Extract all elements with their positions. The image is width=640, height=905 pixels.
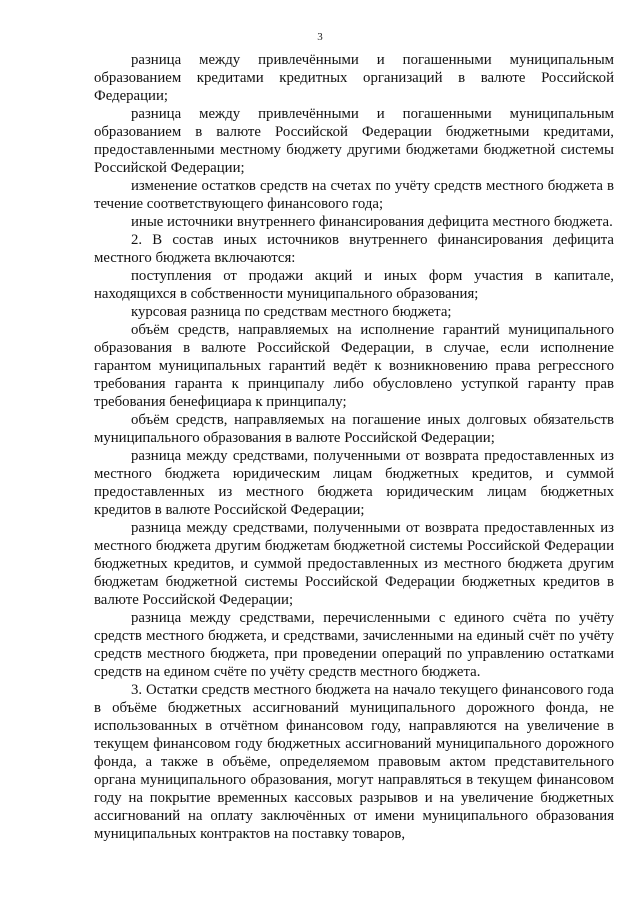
paragraph-budget-credits-difference: разница между привлечёнными и погашенными муниципальным образованием в валюте Российской Федерации бюджетными кредитами, предоставленными местному бюджету другими бюджетами бюджетной системы Российской Федерации; [94, 106, 614, 176]
paragraph-guarantees-execution: объём средств, направляемых на исполнение гарантий муниципального образования в валюте Российской Федерации, в случае, если исполнение гарантом муниципальных гарантий ведёт к возникновению права регрессного требования гаранта к принципалу либо обусловлено уступкой гаранту прав требования бенефициара к принципалу; [94, 322, 614, 410]
paragraph-section-2-heading: 2. В состав иных источников внутреннего финансирования дефицита местного бюджета включаются: [94, 232, 614, 266]
paragraph-exchange-difference: курсовая разница по средствам местного бюджета; [131, 304, 452, 320]
paragraph-other-budgets-credits: разница между средствами, полученными от возврата предоставленных из местного бюджета другим бюджетам бюджетной системы Российской Федерации бюджетных кредитов, и суммой предоставленных из местного бюджета другим бюджетам бюджетной системы Российской Федерации бюджетных кредитов в валюте Российской Федерации; [94, 520, 614, 608]
paragraph-single-account-difference: разница между средствами, перечисленными с единого счёта по учёту средств местного бюджета, и средствами, зачисленными на единый счёт по учёту средств местного бюджета, при проведении операций по управлению остатками средств на едином счёте по учёту средств местного бюджета. [94, 610, 614, 680]
paragraph-legal-entities-credits: разница между средствами, полученными от возврата предоставленных из местного бюджета юридическим лицам бюджетных кредитов, и суммой предоставленных из местного бюджета юридическим лицам бюджетных кредитов в валюте Российской Федерации; [94, 448, 614, 518]
paragraph-bank-credits-difference: разница между привлечёнными и погашенными муниципальным образованием кредитами кредитных организаций в валюте Российской Федерации; [94, 52, 614, 104]
paragraph-account-balance-change: изменение остатков средств на счетах по учёту средств местного бюджета в течение соответствующего финансового года; [94, 178, 614, 212]
paragraph-other-sources: иные источники внутреннего финансирования дефицита местного бюджета. [131, 214, 613, 230]
document-body [94, 51, 614, 843]
paragraph-share-sales: поступления от продажи акций и иных форм участия в капитале, находящихся в собственности муниципального образования; [94, 268, 614, 302]
page-number: 3 [317, 31, 323, 43]
paragraph-debt-repayment: объём средств, направляемых на погашение иных долговых обязательств муниципального образования в валюте Российской Федерации; [94, 412, 614, 446]
paragraph-section-3: 3. Остатки средств местного бюджета на начало текущего финансового года в объёме бюджетных ассигнований муниципального дорожного фонда, не использованных в отчётном финансовом году, направляются на увеличение в текущем финансовом году бюджетных ассигнований муниципального дорожного фонда, а также в объёме, определяемом правовым актом представительного органа муниципального образования, могут направляться в текущем финансовом году на покрытие временных кассовых разрывов и на увеличение бюджетных ассигнований на оплату заключённых от имени муниципального образования муниципальных контрактов на поставку товаров, [94, 682, 614, 842]
